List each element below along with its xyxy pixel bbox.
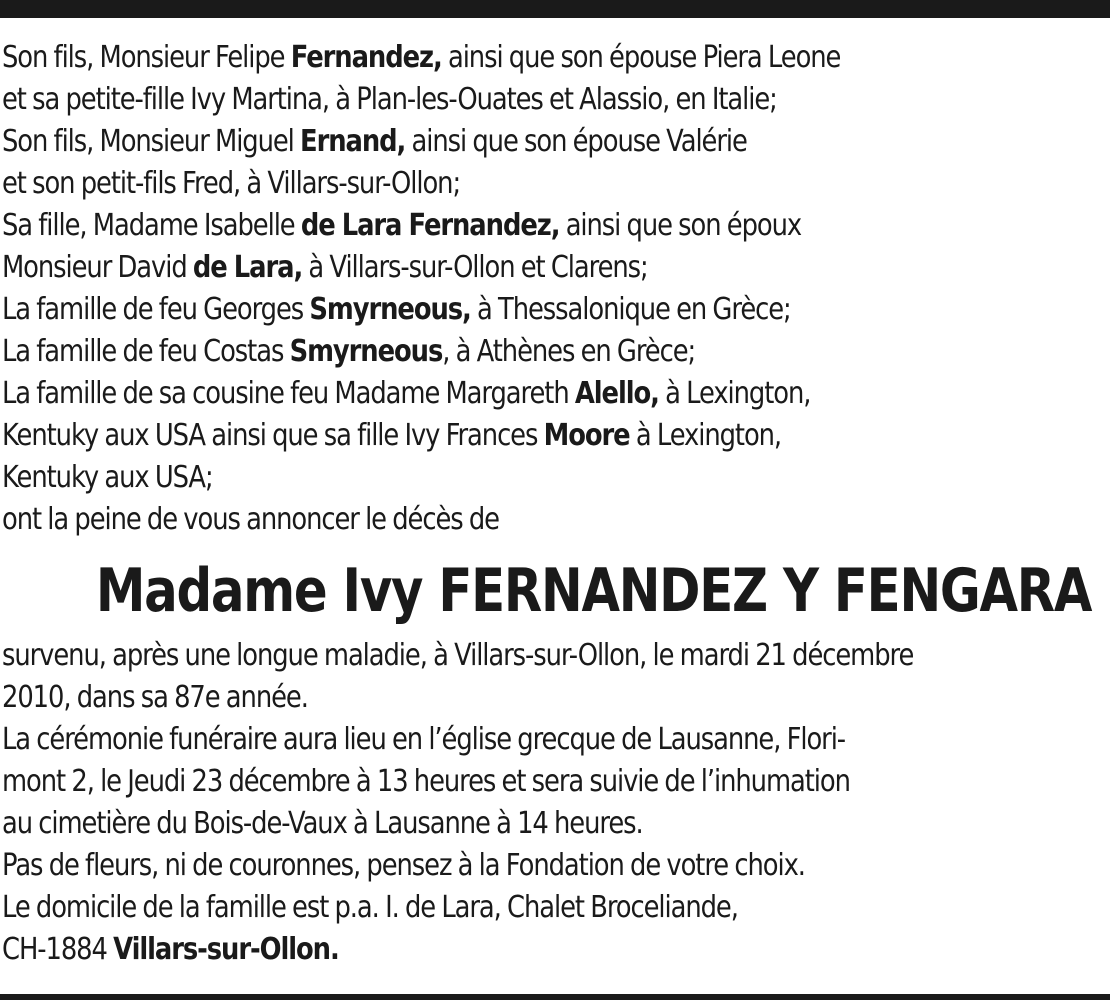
mourner-line: La famille de sa cousine feu Madame Margareth Alello, à Lexington,: [2, 376, 811, 411]
bottom-border-rule: [0, 994, 1110, 1000]
mourner-surname: de Lara,: [192, 250, 303, 285]
deceased-name-headline: Madame Ivy FERNANDEZ Y FENGARA: [95, 556, 1092, 626]
detail-line: au cimetière du Bois-de-Vaux à Lausanne à 14 heures.: [2, 806, 643, 841]
mourner-surname: Smyrneous: [289, 334, 443, 369]
address-line: CH-1884 Villars-sur-Ollon.: [2, 932, 339, 967]
mourner-surname: Fernandez,: [290, 40, 442, 75]
detail-line: Le domicile de la famille est p.a. I. de Lara, Chalet Broceliande,: [2, 890, 738, 925]
detail-line: mont 2, le Jeudi 23 décembre à 13 heures et sera suivie de l’inhumation: [2, 764, 850, 799]
mourner-surname: Ernand,: [300, 124, 406, 159]
mourner-line: Kentuky aux USA;: [2, 460, 213, 495]
mourner-line: Sa fille, Madame Isabelle de Lara Fernandez, ainsi que son époux: [2, 208, 802, 243]
announcement-intro: ont la peine de vous annoncer le décès de: [2, 502, 499, 537]
top-border-rule: [0, 0, 1110, 18]
mourner-surname: de Lara Fernandez,: [300, 208, 560, 243]
mourner-line: La famille de feu Georges Smyrneous, à Thessalonique en Grèce;: [2, 292, 791, 327]
detail-line: 2010, dans sa 87e année.: [2, 680, 308, 715]
mourner-surname: Moore: [543, 418, 630, 453]
mourner-line: et son petit-fils Fred, à Villars-sur-Ollon;: [2, 166, 461, 201]
detail-line: Pas de fleurs, ni de couronnes, pensez à la Fondation de votre choix.: [2, 848, 805, 883]
mourner-surname: Smyrneous,: [309, 292, 471, 327]
mourner-surname: Alello,: [574, 376, 659, 411]
mourner-line: et sa petite-fille Ivy Martina, à Plan-les-Ouates et Alassio, en Italie;: [2, 82, 777, 117]
mourner-line: La famille de feu Costas Smyrneous, à Athènes en Grèce;: [2, 334, 696, 369]
mourner-line: Monsieur David de Lara, à Villars-sur-Ollon et Clarens;: [2, 250, 648, 285]
address-locality: Villars-sur-Ollon.: [113, 932, 339, 967]
mourner-line: Kentuky aux USA ainsi que sa fille Ivy Frances Moore à Lexington,: [2, 418, 782, 453]
detail-line: survenu, après une longue maladie, à Villars-sur-Ollon, le mardi 21 décembre: [2, 638, 914, 673]
mourner-line: Son fils, Monsieur Miguel Ernand, ainsi que son épouse Valérie: [2, 124, 747, 159]
mourner-line: Son fils, Monsieur Felipe Fernandez, ainsi que son épouse Piera Leone: [2, 40, 841, 75]
detail-line: La cérémonie funéraire aura lieu en l’église grecque de Lausanne, Flori-: [2, 722, 846, 757]
death-notice: [2, 37, 1106, 971]
